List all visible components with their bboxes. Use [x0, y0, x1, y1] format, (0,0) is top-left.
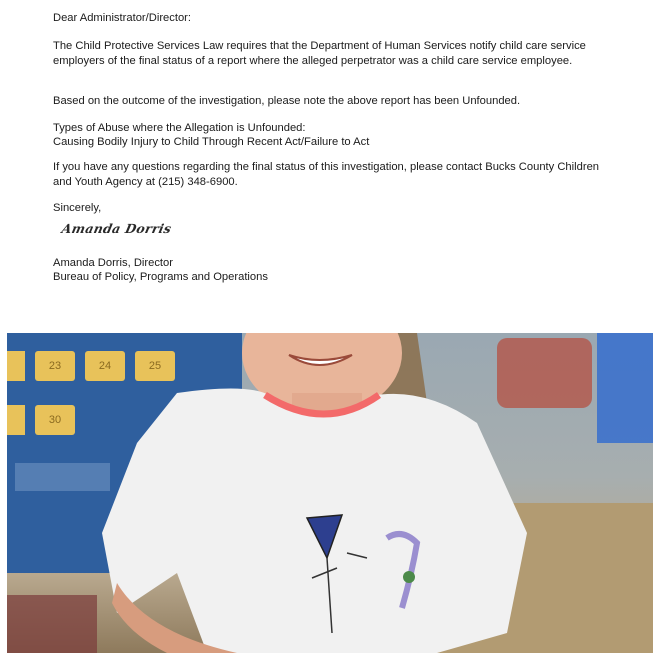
- salutation: Dear Administrator/Director:: [53, 12, 192, 24]
- signer-name-title: Amanda Dorris, Director: [53, 257, 173, 269]
- abuse-types-item: Causing Bodily Injury to Child Through Recent Act/Failure to Act: [53, 136, 370, 148]
- signer-bureau: Bureau of Policy, Programs and Operations: [53, 271, 268, 283]
- paragraph-outcome: Based on the outcome of the investigation, please note the above report has been Unfounded.: [53, 95, 521, 107]
- calendar-tile: 23: [35, 351, 75, 381]
- abuse-types-heading: Types of Abuse where the Allegation is Unfounded:: [53, 122, 306, 134]
- letter: [0, 0, 660, 326]
- calendar-tile: 24: [85, 351, 125, 381]
- signature: Amanda Dorris: [60, 221, 173, 236]
- calendar-tile: 30: [35, 405, 75, 435]
- shirt-drawing-green: [403, 571, 415, 583]
- child-figure: [7, 333, 653, 653]
- closing: Sincerely,: [53, 202, 102, 214]
- paragraph-contact: If you have any questions regarding the final status of this investigation, please contact Bucks County Children and Youth Agency at (215) 348-6900.: [53, 161, 600, 188]
- classroom-photo: [7, 333, 653, 653]
- calendar-tile: 25: [135, 351, 175, 381]
- paragraph-notification: The Child Protective Services Law requires that the Department of Human Services notify child care service employers of the final status of a report where the alleged perpetrator was a child care service employee.: [53, 40, 586, 67]
